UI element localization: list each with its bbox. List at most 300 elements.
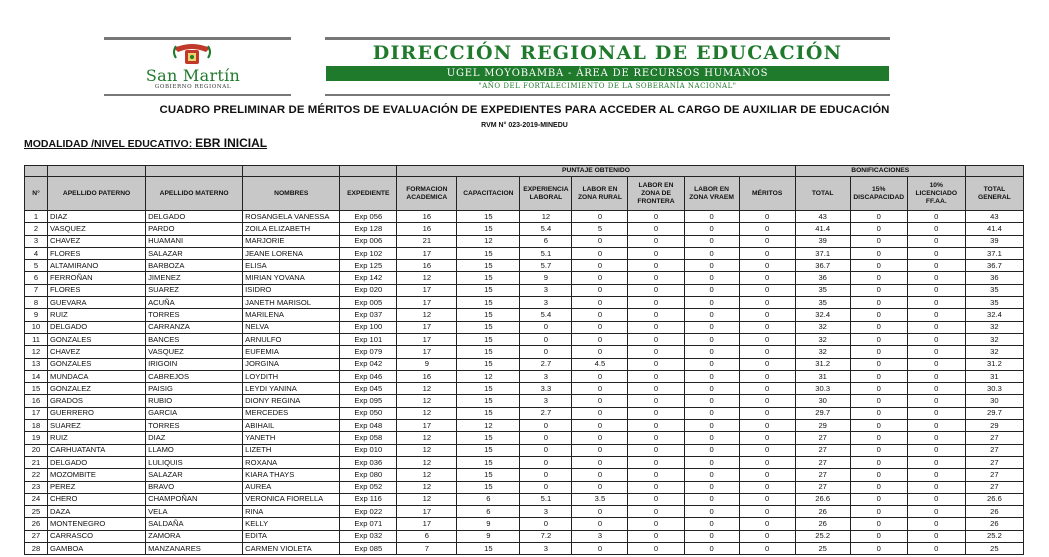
modalidad-line bbox=[24, 136, 267, 150]
cell-total-general: 35 bbox=[965, 297, 1023, 309]
cell-licenciado: 0 bbox=[907, 235, 965, 247]
cell-zona-frontera: 0 bbox=[628, 407, 684, 419]
table-row bbox=[25, 493, 1024, 505]
cell-zona-rural: 0 bbox=[572, 260, 628, 272]
cell-zona-vraem: 0 bbox=[684, 272, 739, 284]
cell-licenciado: 0 bbox=[907, 530, 965, 542]
cell-nombres: ISIDRO bbox=[243, 284, 340, 296]
cell-apellido-materno: BANCES bbox=[146, 333, 243, 345]
cell-zona-vraem: 0 bbox=[684, 420, 739, 432]
cell-experiencia: 0 bbox=[520, 432, 572, 444]
cell-apellido-paterno: MOZOMBITE bbox=[48, 469, 146, 481]
cell-apellido-materno: ACUÑA bbox=[146, 297, 243, 309]
cell-apellido-paterno: DELGADO bbox=[48, 456, 146, 468]
cell-licenciado: 0 bbox=[907, 456, 965, 468]
table-row bbox=[25, 481, 1024, 493]
header-rule bbox=[325, 37, 890, 40]
cell-apellido-materno: SALAZAR bbox=[146, 247, 243, 259]
cell-zona-rural: 0 bbox=[572, 211, 628, 223]
cell-licenciado: 0 bbox=[907, 420, 965, 432]
cell-experiencia: 3 bbox=[520, 543, 572, 555]
cell-discapacidad: 0 bbox=[850, 321, 907, 333]
cell-capacitacion: 15 bbox=[457, 346, 520, 358]
cell-licenciado: 0 bbox=[907, 297, 965, 309]
cell-licenciado: 0 bbox=[907, 370, 965, 382]
cell-meritos: 0 bbox=[739, 321, 795, 333]
cell-apellido-materno: GARCIA bbox=[146, 407, 243, 419]
cell-zona-rural: 0 bbox=[572, 370, 628, 382]
cell-zona-rural: 0 bbox=[572, 456, 628, 468]
cell-total-general: 30 bbox=[965, 395, 1023, 407]
cell-total: 32 bbox=[795, 346, 850, 358]
cell-apellido-paterno: GRADOS bbox=[48, 395, 146, 407]
header-blank bbox=[243, 166, 340, 177]
cell-apellido-materno: HUAMANI bbox=[146, 235, 243, 247]
cell-zona-rural: 0 bbox=[572, 444, 628, 456]
cell-total-general: 41.4 bbox=[965, 223, 1023, 235]
cell-apellido-paterno: MONTENEGRO bbox=[48, 518, 146, 530]
col-header-licenciado: 10% LICENCIADO FF.AA. bbox=[907, 177, 965, 211]
cell-expediente: Exp 142 bbox=[340, 272, 397, 284]
cell-zona-rural: 0 bbox=[572, 321, 628, 333]
cell-apellido-paterno: DIAZ bbox=[48, 211, 146, 223]
cell-nombres: KIARA THAYS bbox=[243, 469, 340, 481]
cell-zona-rural: 0 bbox=[572, 518, 628, 530]
cell-total-general: 36.7 bbox=[965, 260, 1023, 272]
cell-total-general: 30.3 bbox=[965, 383, 1023, 395]
cell-capacitacion: 9 bbox=[457, 518, 520, 530]
cell-zona-rural: 0 bbox=[572, 346, 628, 358]
cell-apellido-materno: VELA bbox=[146, 506, 243, 518]
cell-experiencia: 0 bbox=[520, 481, 572, 493]
col-header-meritos: MÉRITOS bbox=[739, 177, 795, 211]
cell-zona-vraem: 0 bbox=[684, 543, 739, 555]
cell-nombres: ZOILA ELIZABETH bbox=[243, 223, 340, 235]
cell-formacion: 17 bbox=[397, 247, 457, 259]
cell-formacion: 17 bbox=[397, 420, 457, 432]
table-row bbox=[25, 395, 1024, 407]
cell-expediente: Exp 058 bbox=[340, 432, 397, 444]
cell-discapacidad: 0 bbox=[850, 395, 907, 407]
cell-n: 19 bbox=[25, 432, 48, 444]
cell-total-general: 27 bbox=[965, 481, 1023, 493]
cell-total-general: 26.6 bbox=[965, 493, 1023, 505]
cell-zona-frontera: 0 bbox=[628, 530, 684, 542]
cell-n: 25 bbox=[25, 506, 48, 518]
col-header-total-general: TOTAL GENERAL bbox=[965, 177, 1023, 211]
cell-apellido-paterno: GONZALES bbox=[48, 358, 146, 370]
cell-total: 43 bbox=[795, 211, 850, 223]
cell-discapacidad: 0 bbox=[850, 272, 907, 284]
cell-n: 4 bbox=[25, 247, 48, 259]
cell-nombres: JANETH MARISOL bbox=[243, 297, 340, 309]
cell-capacitacion: 6 bbox=[457, 493, 520, 505]
cell-zona-frontera: 0 bbox=[628, 370, 684, 382]
cell-apellido-materno: BRAVO bbox=[146, 481, 243, 493]
cell-apellido-materno: TORRES bbox=[146, 309, 243, 321]
cell-capacitacion: 9 bbox=[457, 530, 520, 542]
cell-n: 14 bbox=[25, 370, 48, 382]
cell-total-general: 36 bbox=[965, 272, 1023, 284]
cell-formacion: 21 bbox=[397, 235, 457, 247]
cell-apellido-materno: PARDO bbox=[146, 223, 243, 235]
cell-total-general: 26 bbox=[965, 518, 1023, 530]
cell-capacitacion: 15 bbox=[457, 395, 520, 407]
cell-zona-vraem: 0 bbox=[684, 518, 739, 530]
cell-zona-vraem: 0 bbox=[684, 333, 739, 345]
cell-experiencia: 9 bbox=[520, 272, 572, 284]
cell-zona-frontera: 0 bbox=[628, 469, 684, 481]
cell-total-general: 26 bbox=[965, 506, 1023, 518]
table-row bbox=[25, 506, 1024, 518]
cell-experiencia: 0 bbox=[520, 456, 572, 468]
cell-experiencia: 2.7 bbox=[520, 358, 572, 370]
cell-total-general: 25.2 bbox=[965, 530, 1023, 542]
cell-apellido-materno: PAISIG bbox=[146, 383, 243, 395]
cell-zona-vraem: 0 bbox=[684, 211, 739, 223]
cell-formacion: 16 bbox=[397, 370, 457, 382]
cell-expediente: Exp 116 bbox=[340, 493, 397, 505]
cell-zona-vraem: 0 bbox=[684, 235, 739, 247]
cell-expediente: Exp 032 bbox=[340, 530, 397, 542]
cell-apellido-paterno: VASQUEZ bbox=[48, 223, 146, 235]
cell-licenciado: 0 bbox=[907, 272, 965, 284]
cell-nombres: YANETH bbox=[243, 432, 340, 444]
cell-zona-rural: 0 bbox=[572, 506, 628, 518]
cell-total: 27 bbox=[795, 456, 850, 468]
cell-zona-frontera: 0 bbox=[628, 420, 684, 432]
table-row bbox=[25, 543, 1024, 555]
cell-zona-vraem: 0 bbox=[684, 456, 739, 468]
cell-discapacidad: 0 bbox=[850, 333, 907, 345]
cell-expediente: Exp 036 bbox=[340, 456, 397, 468]
table-row bbox=[25, 284, 1024, 296]
cell-zona-frontera: 0 bbox=[628, 506, 684, 518]
cell-total: 41.4 bbox=[795, 223, 850, 235]
cell-meritos: 0 bbox=[739, 272, 795, 284]
cell-total-general: 27 bbox=[965, 444, 1023, 456]
cell-apellido-paterno: ALTAMIRANO bbox=[48, 260, 146, 272]
cell-expediente: Exp 006 bbox=[340, 235, 397, 247]
cell-discapacidad: 0 bbox=[850, 260, 907, 272]
cell-expediente: Exp 085 bbox=[340, 543, 397, 555]
cell-expediente: Exp 005 bbox=[340, 297, 397, 309]
san-martin-logo bbox=[128, 42, 258, 92]
col-header-apellido-materno: APELLIDO MATERNO bbox=[146, 177, 243, 211]
cell-n: 13 bbox=[25, 358, 48, 370]
cell-experiencia: 0 bbox=[520, 321, 572, 333]
cell-expediente: Exp 048 bbox=[340, 420, 397, 432]
cell-apellido-materno: LULIQUIS bbox=[146, 456, 243, 468]
cell-zona-frontera: 0 bbox=[628, 223, 684, 235]
cell-zona-rural: 0 bbox=[572, 235, 628, 247]
cell-zona-rural: 0 bbox=[572, 309, 628, 321]
cell-total: 31 bbox=[795, 370, 850, 382]
cell-capacitacion: 15 bbox=[457, 469, 520, 481]
cell-expediente: Exp 095 bbox=[340, 395, 397, 407]
cell-discapacidad: 0 bbox=[850, 284, 907, 296]
cell-zona-rural: 0 bbox=[572, 383, 628, 395]
cell-n: 5 bbox=[25, 260, 48, 272]
cell-n: 11 bbox=[25, 333, 48, 345]
cell-total-general: 32.4 bbox=[965, 309, 1023, 321]
cell-meritos: 0 bbox=[739, 493, 795, 505]
cell-licenciado: 0 bbox=[907, 543, 965, 555]
cell-zona-frontera: 0 bbox=[628, 235, 684, 247]
cell-total: 35 bbox=[795, 284, 850, 296]
cell-formacion: 17 bbox=[397, 297, 457, 309]
document-rvm: RVM N° 023-2019-MINEDU bbox=[481, 122, 568, 129]
cell-discapacidad: 0 bbox=[850, 481, 907, 493]
cell-apellido-materno: CARRANZA bbox=[146, 321, 243, 333]
cell-meritos: 0 bbox=[739, 444, 795, 456]
cell-apellido-paterno: GONZALES bbox=[48, 333, 146, 345]
cell-n: 27 bbox=[25, 530, 48, 542]
cell-licenciado: 0 bbox=[907, 407, 965, 419]
cell-zona-vraem: 0 bbox=[684, 247, 739, 259]
cell-capacitacion: 15 bbox=[457, 456, 520, 468]
cell-formacion: 17 bbox=[397, 321, 457, 333]
cell-meritos: 0 bbox=[739, 284, 795, 296]
cell-total: 29 bbox=[795, 420, 850, 432]
cell-capacitacion: 15 bbox=[457, 358, 520, 370]
cell-expediente: Exp 080 bbox=[340, 469, 397, 481]
cell-experiencia: 12 bbox=[520, 211, 572, 223]
cell-nombres: KELLY bbox=[243, 518, 340, 530]
cell-zona-rural: 0 bbox=[572, 407, 628, 419]
cell-expediente: Exp 101 bbox=[340, 333, 397, 345]
cell-zona-rural: 0 bbox=[572, 395, 628, 407]
cell-experiencia: 0 bbox=[520, 420, 572, 432]
cell-nombres: JORGINA bbox=[243, 358, 340, 370]
cell-licenciado: 0 bbox=[907, 223, 965, 235]
cell-formacion: 12 bbox=[397, 272, 457, 284]
cell-discapacidad: 0 bbox=[850, 346, 907, 358]
table-row bbox=[25, 346, 1024, 358]
cell-nombres: ARNULFO bbox=[243, 333, 340, 345]
cell-zona-rural: 0 bbox=[572, 469, 628, 481]
cell-n: 10 bbox=[25, 321, 48, 333]
cell-licenciado: 0 bbox=[907, 444, 965, 456]
cell-apellido-paterno: CHERO bbox=[48, 493, 146, 505]
cell-total: 32 bbox=[795, 321, 850, 333]
cell-experiencia: 5.1 bbox=[520, 247, 572, 259]
col-header-apellido-paterno: APELLIDO PATERNO bbox=[48, 177, 146, 211]
cell-expediente: Exp 079 bbox=[340, 346, 397, 358]
cell-licenciado: 0 bbox=[907, 321, 965, 333]
cell-meritos: 0 bbox=[739, 420, 795, 432]
cell-apellido-materno: MANZANARES bbox=[146, 543, 243, 555]
cell-capacitacion: 15 bbox=[457, 247, 520, 259]
table-row bbox=[25, 223, 1024, 235]
cell-expediente: Exp 128 bbox=[340, 223, 397, 235]
cell-apellido-paterno: MUNDACA bbox=[48, 370, 146, 382]
table-row bbox=[25, 530, 1024, 542]
cell-experiencia: 0 bbox=[520, 444, 572, 456]
cell-nombres: MERCEDES bbox=[243, 407, 340, 419]
cell-nombres: LOYDITH bbox=[243, 370, 340, 382]
cell-discapacidad: 0 bbox=[850, 211, 907, 223]
cell-apellido-paterno: GUERRERO bbox=[48, 407, 146, 419]
table-row bbox=[25, 456, 1024, 468]
cell-zona-frontera: 0 bbox=[628, 358, 684, 370]
cell-total: 36 bbox=[795, 272, 850, 284]
table-row bbox=[25, 309, 1024, 321]
cell-discapacidad: 0 bbox=[850, 358, 907, 370]
cell-zona-frontera: 0 bbox=[628, 346, 684, 358]
cell-expediente: Exp 102 bbox=[340, 247, 397, 259]
ugel-band: UGEL MOYOBAMBA - ÁREA DE RECURSOS HUMANOS bbox=[326, 66, 889, 81]
cell-discapacidad: 0 bbox=[850, 493, 907, 505]
header-blank bbox=[25, 166, 48, 177]
cell-meritos: 0 bbox=[739, 407, 795, 419]
cell-n: 15 bbox=[25, 383, 48, 395]
cell-formacion: 12 bbox=[397, 469, 457, 481]
cell-zona-vraem: 0 bbox=[684, 383, 739, 395]
cell-zona-frontera: 0 bbox=[628, 321, 684, 333]
cell-zona-frontera: 0 bbox=[628, 284, 684, 296]
cell-meritos: 0 bbox=[739, 309, 795, 321]
cell-apellido-paterno: FLORES bbox=[48, 247, 146, 259]
cell-formacion: 17 bbox=[397, 333, 457, 345]
cell-meritos: 0 bbox=[739, 469, 795, 481]
cell-zona-vraem: 0 bbox=[684, 444, 739, 456]
cell-capacitacion: 12 bbox=[457, 235, 520, 247]
header-blank bbox=[965, 166, 1023, 177]
cell-experiencia: 3 bbox=[520, 395, 572, 407]
cell-meritos: 0 bbox=[739, 383, 795, 395]
cell-formacion: 16 bbox=[397, 260, 457, 272]
header-blank bbox=[48, 166, 146, 177]
cell-apellido-paterno: CARRASCO bbox=[48, 530, 146, 542]
cell-total: 27 bbox=[795, 432, 850, 444]
cell-zona-rural: 0 bbox=[572, 284, 628, 296]
cell-apellido-materno: SUAREZ bbox=[146, 284, 243, 296]
cell-licenciado: 0 bbox=[907, 309, 965, 321]
table-row bbox=[25, 211, 1024, 223]
cell-zona-vraem: 0 bbox=[684, 321, 739, 333]
table-row bbox=[25, 272, 1024, 284]
cell-apellido-paterno: RUIZ bbox=[48, 432, 146, 444]
cell-licenciado: 0 bbox=[907, 333, 965, 345]
cell-capacitacion: 15 bbox=[457, 309, 520, 321]
cell-apellido-paterno: CARHUATANTA bbox=[48, 444, 146, 456]
cell-zona-frontera: 0 bbox=[628, 395, 684, 407]
cell-zona-frontera: 0 bbox=[628, 481, 684, 493]
col-header-nombres: NOMBRES bbox=[243, 177, 340, 211]
cell-zona-vraem: 0 bbox=[684, 260, 739, 272]
cell-nombres: EUFEMIA bbox=[243, 346, 340, 358]
cell-apellido-paterno: FERROÑAN bbox=[48, 272, 146, 284]
cell-total-general: 31 bbox=[965, 370, 1023, 382]
cell-formacion: 17 bbox=[397, 346, 457, 358]
cell-meritos: 0 bbox=[739, 506, 795, 518]
cell-apellido-materno: IRIGOIN bbox=[146, 358, 243, 370]
cell-meritos: 0 bbox=[739, 395, 795, 407]
cell-meritos: 0 bbox=[739, 358, 795, 370]
cell-formacion: 17 bbox=[397, 506, 457, 518]
col-header-n: N° bbox=[25, 177, 48, 211]
cell-meritos: 0 bbox=[739, 543, 795, 555]
table-row bbox=[25, 407, 1024, 419]
cell-zona-vraem: 0 bbox=[684, 469, 739, 481]
cell-total-general: 29 bbox=[965, 420, 1023, 432]
cell-experiencia: 3 bbox=[520, 506, 572, 518]
cell-total: 25.2 bbox=[795, 530, 850, 542]
cell-total-general: 32 bbox=[965, 333, 1023, 345]
cell-meritos: 0 bbox=[739, 235, 795, 247]
cell-licenciado: 0 bbox=[907, 432, 965, 444]
cell-apellido-materno: VASQUEZ bbox=[146, 346, 243, 358]
cell-formacion: 12 bbox=[397, 395, 457, 407]
cell-nombres: DIONY REGINA bbox=[243, 395, 340, 407]
cell-capacitacion: 15 bbox=[457, 297, 520, 309]
col-header-zona-vraem: LABOR EN ZONA VRAEM bbox=[684, 177, 739, 211]
cell-n: 8 bbox=[25, 297, 48, 309]
cell-zona-vraem: 0 bbox=[684, 530, 739, 542]
cell-zona-vraem: 0 bbox=[684, 506, 739, 518]
cell-zona-vraem: 0 bbox=[684, 370, 739, 382]
cell-capacitacion: 15 bbox=[457, 407, 520, 419]
cell-zona-vraem: 0 bbox=[684, 309, 739, 321]
cell-capacitacion: 15 bbox=[457, 543, 520, 555]
cell-capacitacion: 15 bbox=[457, 432, 520, 444]
cell-zona-frontera: 0 bbox=[628, 493, 684, 505]
cell-zona-frontera: 0 bbox=[628, 211, 684, 223]
cell-capacitacion: 15 bbox=[457, 284, 520, 296]
cell-zona-rural: 5 bbox=[572, 223, 628, 235]
cell-nombres: AUREA bbox=[243, 481, 340, 493]
cell-zona-frontera: 0 bbox=[628, 247, 684, 259]
cell-n: 6 bbox=[25, 272, 48, 284]
cell-discapacidad: 0 bbox=[850, 420, 907, 432]
col-header-expediente: EXPEDIENTE bbox=[340, 177, 397, 211]
cell-n: 21 bbox=[25, 456, 48, 468]
cell-capacitacion: 15 bbox=[457, 272, 520, 284]
modalidad-label: MODALIDAD /NIVEL EDUCATIVO: bbox=[24, 138, 193, 150]
cell-total: 26 bbox=[795, 506, 850, 518]
logo-name: San Martín bbox=[145, 66, 241, 85]
cell-meritos: 0 bbox=[739, 333, 795, 345]
cell-zona-frontera: 0 bbox=[628, 333, 684, 345]
cell-zona-vraem: 0 bbox=[684, 481, 739, 493]
merit-table bbox=[24, 165, 1024, 555]
cell-licenciado: 0 bbox=[907, 383, 965, 395]
cell-zona-vraem: 0 bbox=[684, 223, 739, 235]
cell-total-general: 35 bbox=[965, 284, 1023, 296]
cell-total-general: 27 bbox=[965, 432, 1023, 444]
cell-apellido-paterno: RUIZ bbox=[48, 309, 146, 321]
cell-experiencia: 0 bbox=[520, 333, 572, 345]
group-bonificaciones-header: BONIFICACIONES bbox=[795, 166, 965, 177]
cell-meritos: 0 bbox=[739, 456, 795, 468]
cell-total-general: 37.1 bbox=[965, 247, 1023, 259]
cell-apellido-paterno: FLORES bbox=[48, 284, 146, 296]
cell-zona-frontera: 0 bbox=[628, 543, 684, 555]
cell-n: 3 bbox=[25, 235, 48, 247]
cell-capacitacion: 6 bbox=[457, 506, 520, 518]
cell-total: 26.6 bbox=[795, 493, 850, 505]
cell-meritos: 0 bbox=[739, 297, 795, 309]
cell-formacion: 12 bbox=[397, 493, 457, 505]
table-body bbox=[25, 211, 1024, 555]
cell-experiencia: 0 bbox=[520, 469, 572, 481]
cell-nombres: RINA bbox=[243, 506, 340, 518]
cell-nombres: VERONICA FIORELLA bbox=[243, 493, 340, 505]
cell-total-general: 39 bbox=[965, 235, 1023, 247]
cell-meritos: 0 bbox=[739, 518, 795, 530]
table-row bbox=[25, 383, 1024, 395]
